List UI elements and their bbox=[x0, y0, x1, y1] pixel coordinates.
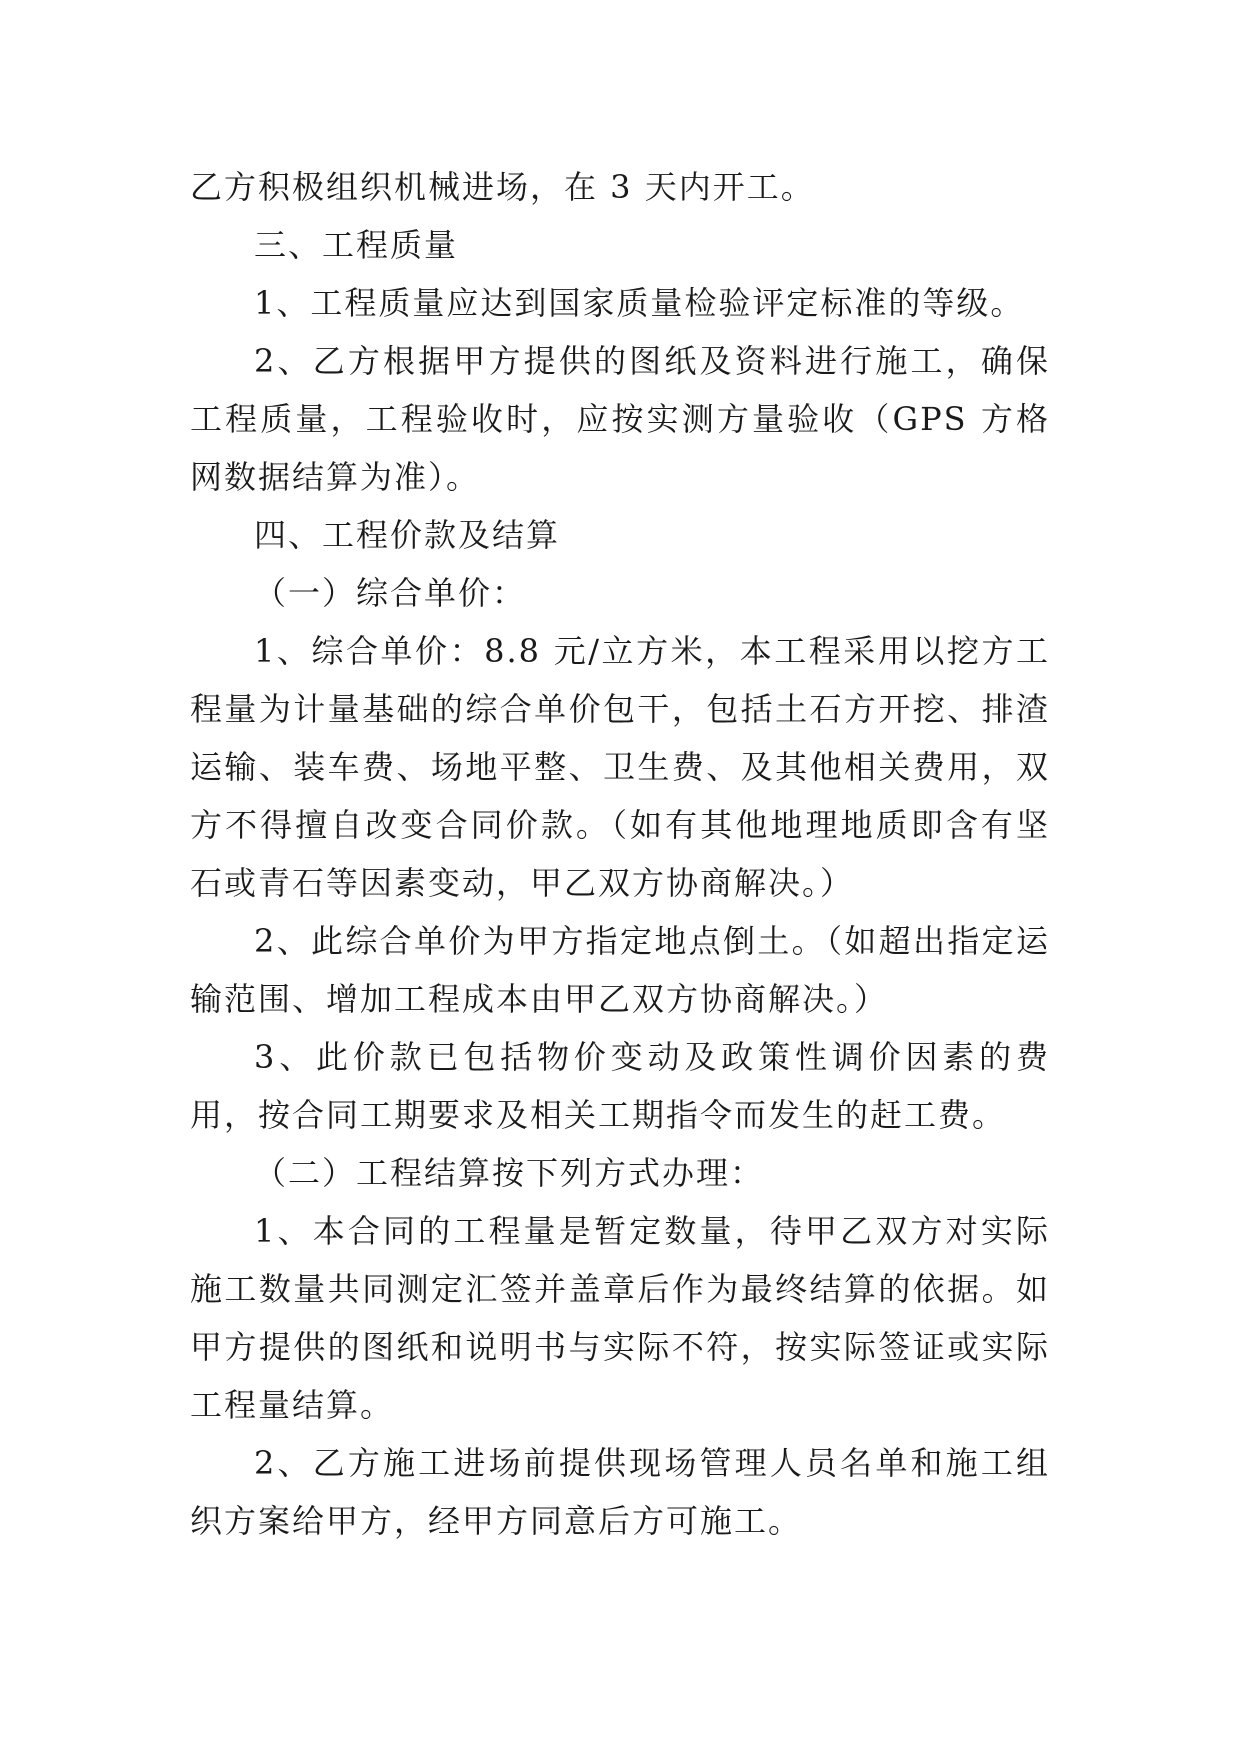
paragraph-dumping-location: 2、此综合单价为甲方指定地点倒土。（如超出指定运输范围、增加工程成本由甲乙双方协商解决。） bbox=[190, 922, 1050, 1018]
subsection-heading-settlement: （二）工程结算按下列方式办理： bbox=[254, 1154, 765, 1192]
document-body bbox=[190, 158, 1050, 1550]
section-heading-price-settlement: 四、工程价款及结算 bbox=[254, 516, 561, 554]
subsection-heading-unit-price: （一）综合单价： bbox=[254, 574, 527, 612]
paragraph-construction-plan: 2、乙方施工进场前提供现场管理人员名单和施工组织方案给甲方，经甲方同意后方可施工。 bbox=[190, 1444, 1050, 1540]
section-heading-quality: 三、工程质量 bbox=[254, 226, 459, 264]
paragraph-quantity-settlement: 1、本合同的工程量是暂定数量，待甲乙双方对实际施工数量共同测定汇签并盖章后作为最终结算的依据。如甲方提供的图纸和说明书与实际不符，按实际签证或实际工程量结算。 bbox=[190, 1212, 1050, 1424]
paragraph-quality-acceptance: 2、乙方根据甲方提供的图纸及资料进行施工，确保工程质量，工程验收时，应按实测方量验收（GPS 方格网数据结算为准）。 bbox=[190, 342, 1050, 496]
paragraph-quality-standard: 1、工程质量应达到国家质量检验评定标准的等级。 bbox=[254, 284, 1025, 322]
paragraph-price-inclusions: 3、此价款已包括物价变动及政策性调价因素的费用，按合同工期要求及相关工期指令而发生的赶工费。 bbox=[190, 1038, 1050, 1134]
paragraph-mobilization: 乙方积极组织机械进场，在 3 天内开工。 bbox=[190, 168, 815, 206]
paragraph-unit-price: 1、综合单价：8.8 元/立方米，本工程采用以挖方工程量为计量基础的综合单价包干，包括土石方开挖、排渣运输、装车费、场地平整、卫生费、及其他相关费用，双方不得擅自改变合同价款。（如有其他地理地质即含有坚石或青石等因素变动，甲乙双方协商解决。） bbox=[190, 632, 1050, 902]
